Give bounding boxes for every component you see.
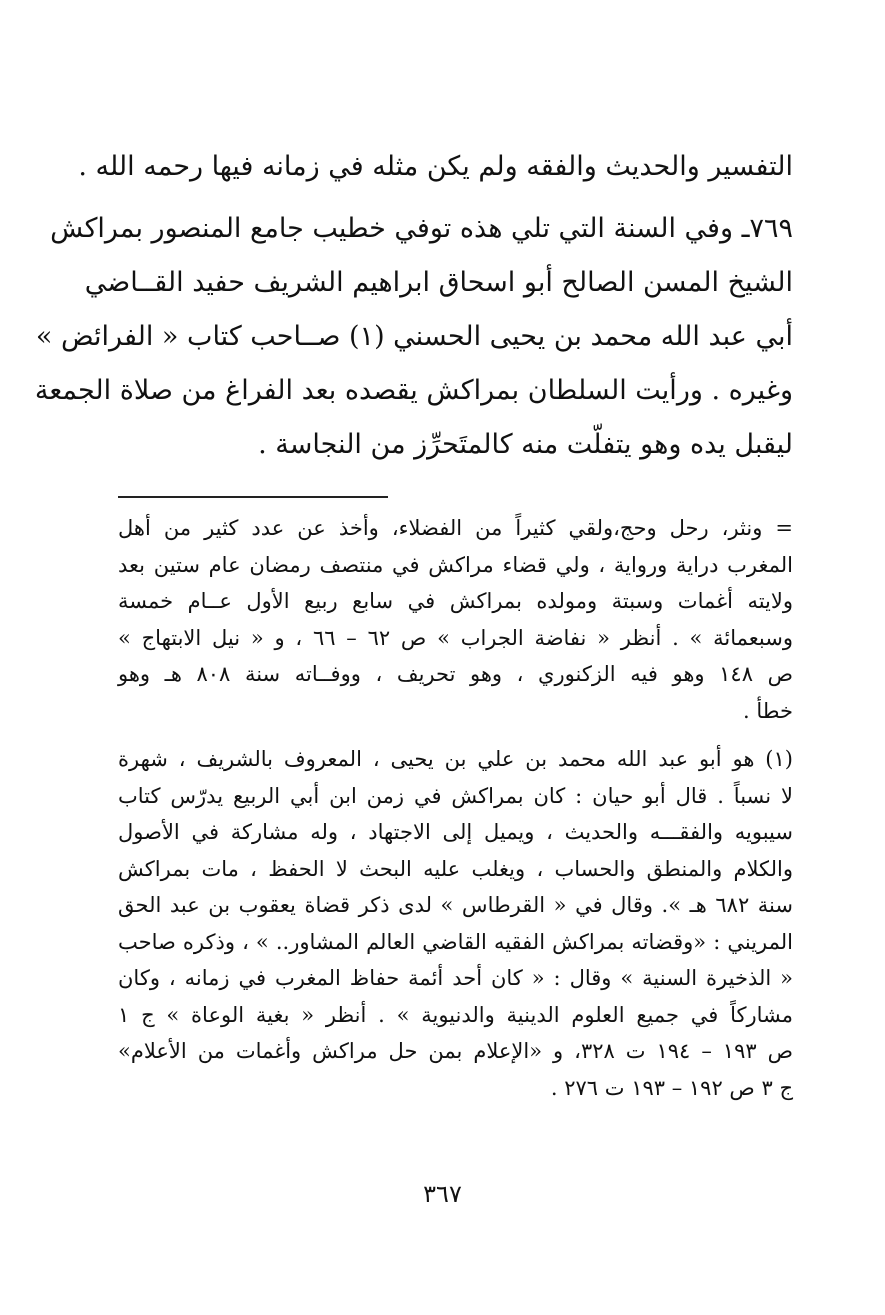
text-line: وغيره . ورأيت السلطان بمراكش يقصده بعد الفراغ من صلاة الجمعة xyxy=(34,375,793,406)
footnote-divider xyxy=(118,496,388,498)
footnote-line: ولايته أغمات وسبتة ومولده بمراكش في سابع ربيع الأول عــام خمسة xyxy=(118,589,793,613)
footnote-line: ج ٣ ص ١٩٢ – ١٩٣ ت ٢٧٦ . xyxy=(550,1075,793,1100)
text-line: الشيخ المسن الصالح أبو اسحاق ابراهيم الشريف حفيد القــاضي xyxy=(84,267,793,298)
footnotes xyxy=(118,510,793,1106)
footnote-line: خطأ . xyxy=(743,698,793,723)
page-number: ٣٦٧ xyxy=(423,1180,462,1208)
footnote-line: وسبعمائة » . أنظر « نفاضة الجراب » ص ٦٢ – ٦٦ ، و « نيل الابتهاج » xyxy=(118,625,793,650)
footnote-1 xyxy=(118,741,793,1106)
footnote-line: والكلام والمنطق والحساب ، ويغلب عليه البحث لا الحفظ ، مات بمراكش xyxy=(118,856,793,881)
footnote-line: (١) هو أبو عبد الله محمد بن علي بن يحيى ، المعروف بالشريف ، شهرة xyxy=(118,747,793,771)
footnote-line: المغرب دراية ورواية ، ولي قضاء مراكش في منتصف رمضان عام ستين بعد xyxy=(118,552,793,577)
footnote-line: مشاركاً في جميع العلوم الدينية والدنيوية » . أنظر « بغية الوعاة » ج ١ xyxy=(118,1002,793,1027)
footnote-line: لا نسباً . قال أبو حيان : كان بمراكش في زمن ابن أبي الربيع يدرّس كتاب xyxy=(118,783,793,808)
text-line: ليقبل يده وهو يتفلّت منه كالمتَحرِّز من النجاسة . xyxy=(258,429,793,460)
footnote-line: سنة ٦٨٢ هـ ». وقال في « القرطاس » لدى ذكر قضاة يعقوب بن عبد الحق xyxy=(118,893,793,917)
footnote-line: ص ١٩٣ – ١٩٤ ت ٣٢٨، و «الإعلام بمن حل مراكش وأغمات من الأعلام» xyxy=(118,1039,794,1063)
footnote-line: المريني : «وقضاته بمراكش الفقيه القاضي العالم المشاور.. » ، وذكره صاحب xyxy=(118,929,793,954)
paragraph-entry-769 xyxy=(34,202,793,472)
main-text xyxy=(34,140,793,472)
footnote-continued xyxy=(118,510,793,729)
page-body xyxy=(34,140,794,1106)
text-line: التفسير والحديث والفقه ولم يكن مثله في زمانه فيها رحمه الله . xyxy=(78,151,793,182)
text-line: ٧٦٩ـ وفي السنة التي تلي هذه توفي خطيب جامع المنصور بمراكش xyxy=(50,213,793,244)
footnote-line: « الذخيرة السنية » وقال : « كان أحد أئمة حفاظ المغرب في زمانه ، وكان xyxy=(118,966,793,990)
footnote-line: ص ١٤٨ وهو فيه الزكنوري ، وهو تحريف ، ووفــاته سنة ٨٠٨ هـ وهو xyxy=(118,662,793,686)
footnote-line: = ونثر، رحل وحج،ولقي كثيراً من الفضلاء، وأخذ عن عدد كثير من أهل xyxy=(118,516,793,540)
footnote-line: سيبويه والفقـــه والحديث ، ويميل إلى الاجتهاد ، وله مشاركة في الأصول xyxy=(118,820,793,844)
paragraph-continuation xyxy=(78,140,793,194)
text-line: أبي عبد الله محمد بن يحيى الحسني (١) صــاحب كتاب « الفرائض » xyxy=(35,321,793,352)
